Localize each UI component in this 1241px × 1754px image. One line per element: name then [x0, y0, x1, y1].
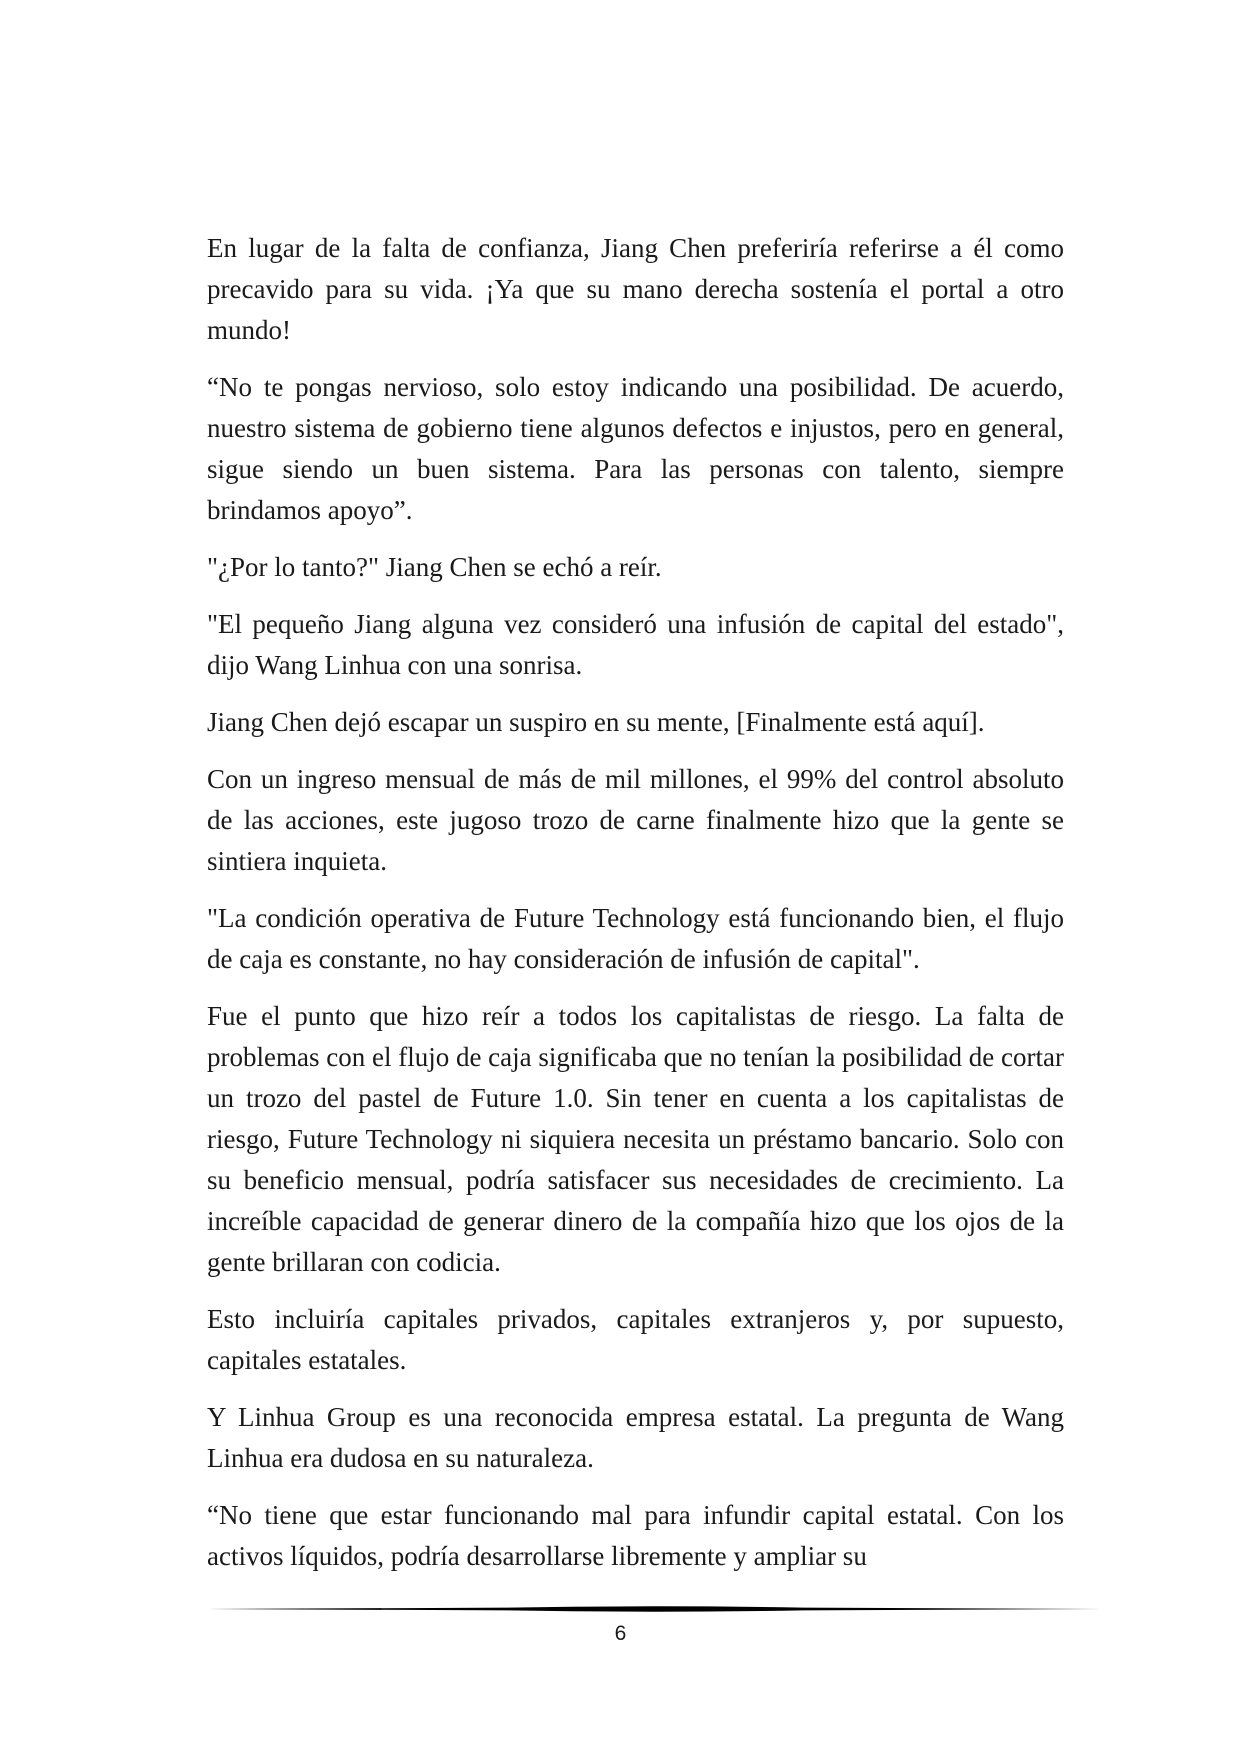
paragraph-9: Esto incluiría capitales privados, capitales extranjeros y, por supuesto, capitales estatales.	[207, 1304, 1064, 1375]
paragraph-1: En lugar de la falta de confianza, Jiang Chen preferiría referirse a él como precavido para su vida. ¡Ya que su mano derecha sostenía el portal a otro mundo!	[207, 233, 1064, 345]
paragraph-4: "El pequeño Jiang alguna vez consideró una infusión de capital del estado", dijo Wang Linhua con una sonrisa.	[207, 609, 1064, 680]
page-body	[207, 228, 1064, 1577]
footer-divider	[207, 1605, 1102, 1613]
paragraph-2: “No te pongas nervioso, solo estoy indicando una posibilidad. De acuerdo, nuestro sistema de gobierno tiene algunos defectos e injustos, pero en general, sigue siendo un buen sistema. Para las personas con talento, siempre brindamos apoyo”.	[207, 372, 1064, 525]
paragraph-7: "La condición operativa de Future Technology está funcionando bien, el flujo de caja es constante, no hay consideración de infusión de capital".	[207, 903, 1064, 974]
paragraph-10: Y Linhua Group es una reconocida empresa estatal. La pregunta de Wang Linhua era dudosa en su naturaleza.	[207, 1402, 1064, 1473]
paragraph-3: "¿Por lo tanto?" Jiang Chen se echó a reír.	[207, 552, 662, 582]
paragraph-8: Fue el punto que hizo reír a todos los capitalistas de riesgo. La falta de problemas con el flujo de caja significaba que no tenían la posibilidad de cortar un trozo del pastel de Future 1.0. Sin tener en cuenta a los capitalistas de riesgo, Future Technology ni siquiera necesita un préstamo bancario. Solo con su beneficio mensual, podría satisfacer sus necesidades de crecimiento. La increíble capacidad de generar dinero de la compañía hizo que los ojos de la gente brillaran con codicia.	[207, 1001, 1064, 1277]
paragraph-6: Con un ingreso mensual de más de mil millones, el 99% del control absoluto de las acciones, este jugoso trozo de carne finalmente hizo que la gente se sintiera inquieta.	[207, 764, 1064, 876]
page-number: 6	[614, 1622, 627, 1645]
paragraph-5: Jiang Chen dejó escapar un suspiro en su mente, [Finalmente está aquí].	[207, 707, 985, 737]
paragraph-11: “No tiene que estar funcionando mal para infundir capital estatal. Con los activos líquidos, podría desarrollarse libremente y ampliar su	[207, 1500, 1064, 1571]
